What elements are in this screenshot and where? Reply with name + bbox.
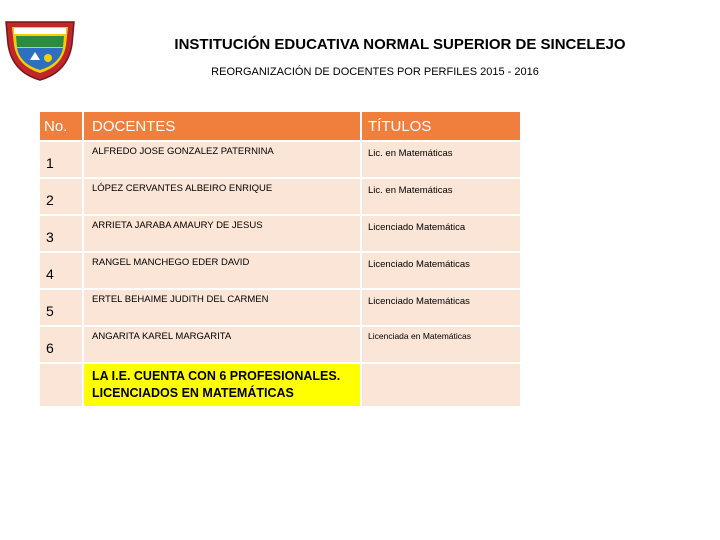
summary-row (40, 364, 520, 406)
teacher-name: RANGEL MANCHEGO EDER DAVID (84, 253, 360, 288)
table-row (40, 290, 520, 325)
teachers-table (38, 110, 522, 408)
summary-empty-cell (362, 364, 520, 406)
table-row (40, 142, 520, 177)
page-subtitle: REORGANIZACIÓN DE DOCENTES POR PERFILES 2015 - 2016 (211, 66, 539, 78)
column-header-titulos: TÍTULOS (362, 112, 520, 140)
page-title: INSTITUCIÓN EDUCATIVA NORMAL SUPERIOR DE SINCELEJO (174, 36, 626, 53)
table-row (40, 216, 520, 251)
row-number: 4 (40, 253, 82, 288)
teacher-title: Licenciada en Matemáticas (362, 327, 520, 362)
summary-note-line-1: LA I.E. CUENTA CON 6 PROFESIONALES. (92, 369, 341, 383)
column-header-no: No. (40, 112, 82, 140)
row-number: 6 (40, 327, 82, 362)
table-row (40, 179, 520, 214)
teacher-title: Licenciado Matemáticas (362, 253, 520, 288)
teacher-name: ALFREDO JOSE GONZALEZ PATERNINA (84, 142, 360, 177)
summary-note-line-2: LICENCIADOS EN MATEMÁTICAS (92, 386, 294, 400)
summary-empty-cell (40, 364, 82, 406)
column-header-docentes: DOCENTES (84, 112, 360, 140)
row-number: 3 (40, 216, 82, 251)
teacher-name: ERTEL BEHAIME JUDITH DEL CARMEN (84, 290, 360, 325)
teacher-name: ARRIETA JARABA AMAURY DE JESUS (84, 216, 360, 251)
table-row (40, 253, 520, 288)
table-header-row (40, 112, 520, 140)
teacher-title: Lic. en Matemáticas (362, 179, 520, 214)
teacher-title: Lic. en Matemáticas (362, 142, 520, 177)
teacher-name: LÓPEZ CERVANTES ALBEIRO ENRIQUE (84, 179, 360, 214)
row-number: 5 (40, 290, 82, 325)
school-crest-logo (2, 14, 78, 82)
table-row (40, 327, 520, 362)
row-number: 1 (40, 142, 82, 177)
row-number: 2 (40, 179, 82, 214)
summary-note (84, 364, 360, 406)
teacher-title: Licenciado Matemática (362, 216, 520, 251)
teacher-name: ANGARITA KAREL MARGARITA (84, 327, 360, 362)
teacher-title: Licenciado Matemáticas (362, 290, 520, 325)
